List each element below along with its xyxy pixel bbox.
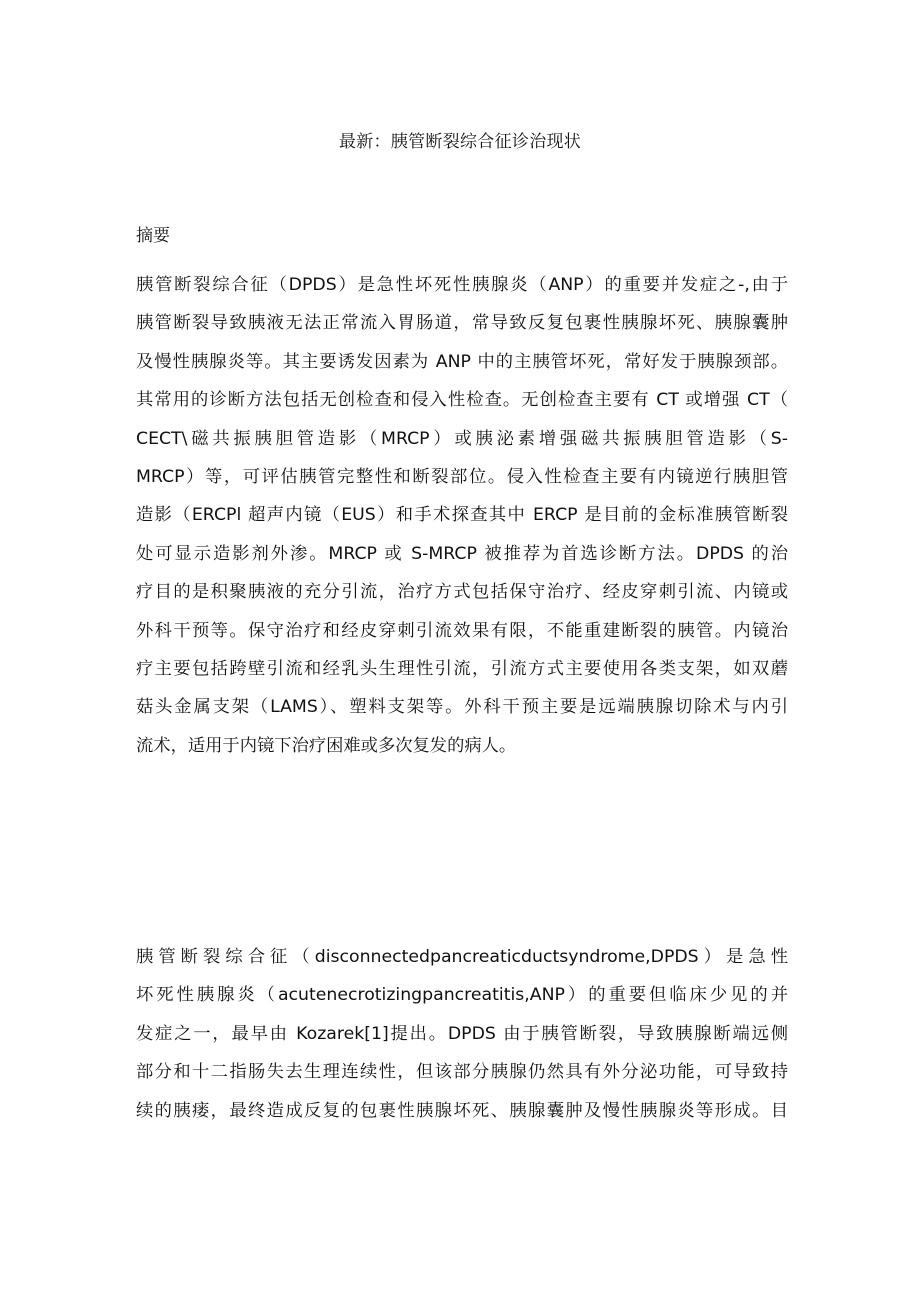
abstract-line: 外科干预等。保守治疗和经皮穿刺引流效果有限，不能重建断裂的胰管。内镜治: [136, 620, 788, 641]
abstract-line: 胰管断裂综合征（DPDS）是急性坏死性胰腺炎（ANP）的重要并发症之-,由于: [136, 275, 788, 295]
abstract-line: MRCP）等，可评估胰管完整性和断裂部位。侵入性检查主要有内镜逆行胰胆管: [136, 466, 788, 487]
body-paragraph: [136, 938, 788, 1130]
abstract-line: 及慢性胰腺炎等。其主要诱发因素为 ANP 中的主胰管坏死，常好发于胰腺颈部。: [136, 351, 788, 372]
abstract-line: 其常用的诊断方法包括无创检查和侵入性检查。无创检查主要有 CT 或增强 CT（: [136, 390, 788, 411]
abstract-line: 菇头金属支架（LAMS）、塑料支架等。外科干预主要是远端胰腺切除术与内引: [136, 697, 788, 718]
body-line: 胰管断裂综合征（disconnectedpancreaticductsyndrome,DPDS）是急性: [136, 947, 788, 967]
abstract-line: 造影（ERCPl 超声内镜（EUS）和手术探查其中 ERCP 是目前的金标准胰管断裂: [136, 505, 788, 526]
body-line: 发症之一，最早由 Kozarek[1]提出。DPDS 由于胰管断裂，导致胰腺断端远侧: [136, 1023, 788, 1044]
abstract-line: 处可显示造影剂外渗。MRCP 或 S-MRCP 被推荐为首选诊断方法。DPDS 的治: [136, 543, 788, 564]
abstract-line: 流术，适用于内镜下治疗困难或多次复发的病人。: [136, 735, 517, 756]
abstract-paragraph: [136, 266, 788, 765]
body-line: 部分和十二指肠失去生理连续性，但该部分胰腺仍然具有外分泌功能，可导致持: [136, 1062, 788, 1083]
abstract-line: 胰管断裂导致胰液无法正常流入胃肠道，常导致反复包裹性胰腺坏死、胰腺囊肿: [136, 313, 788, 334]
abstract-line: 疗目的是积聚胰液的充分引流，治疗方式包括保守治疗、经皮穿刺引流、内镜或: [136, 582, 788, 603]
abstract-line: CECT\磁共振胰胆管造影（MRCP）或胰泌素增强磁共振胰胆管造影（S-: [136, 428, 788, 449]
document-title: 最新：胰管断裂综合征诊治现状: [338, 132, 582, 152]
body-line: 续的胰瘘，最终造成反复的包裹性胰腺坏死、胰腺囊肿及慢性胰腺炎等形成。目: [136, 1100, 788, 1121]
abstract-line: 疗主要包括跨壁引流和经乳头生理性引流，引流方式主要使用各类支架，如双蘑: [136, 658, 788, 679]
body-line: 坏死性胰腺炎（acutenecrotizingpancreatitis,ANP）的重要但临床少见的并: [136, 985, 788, 1006]
abstract-heading: 摘要: [136, 226, 170, 246]
